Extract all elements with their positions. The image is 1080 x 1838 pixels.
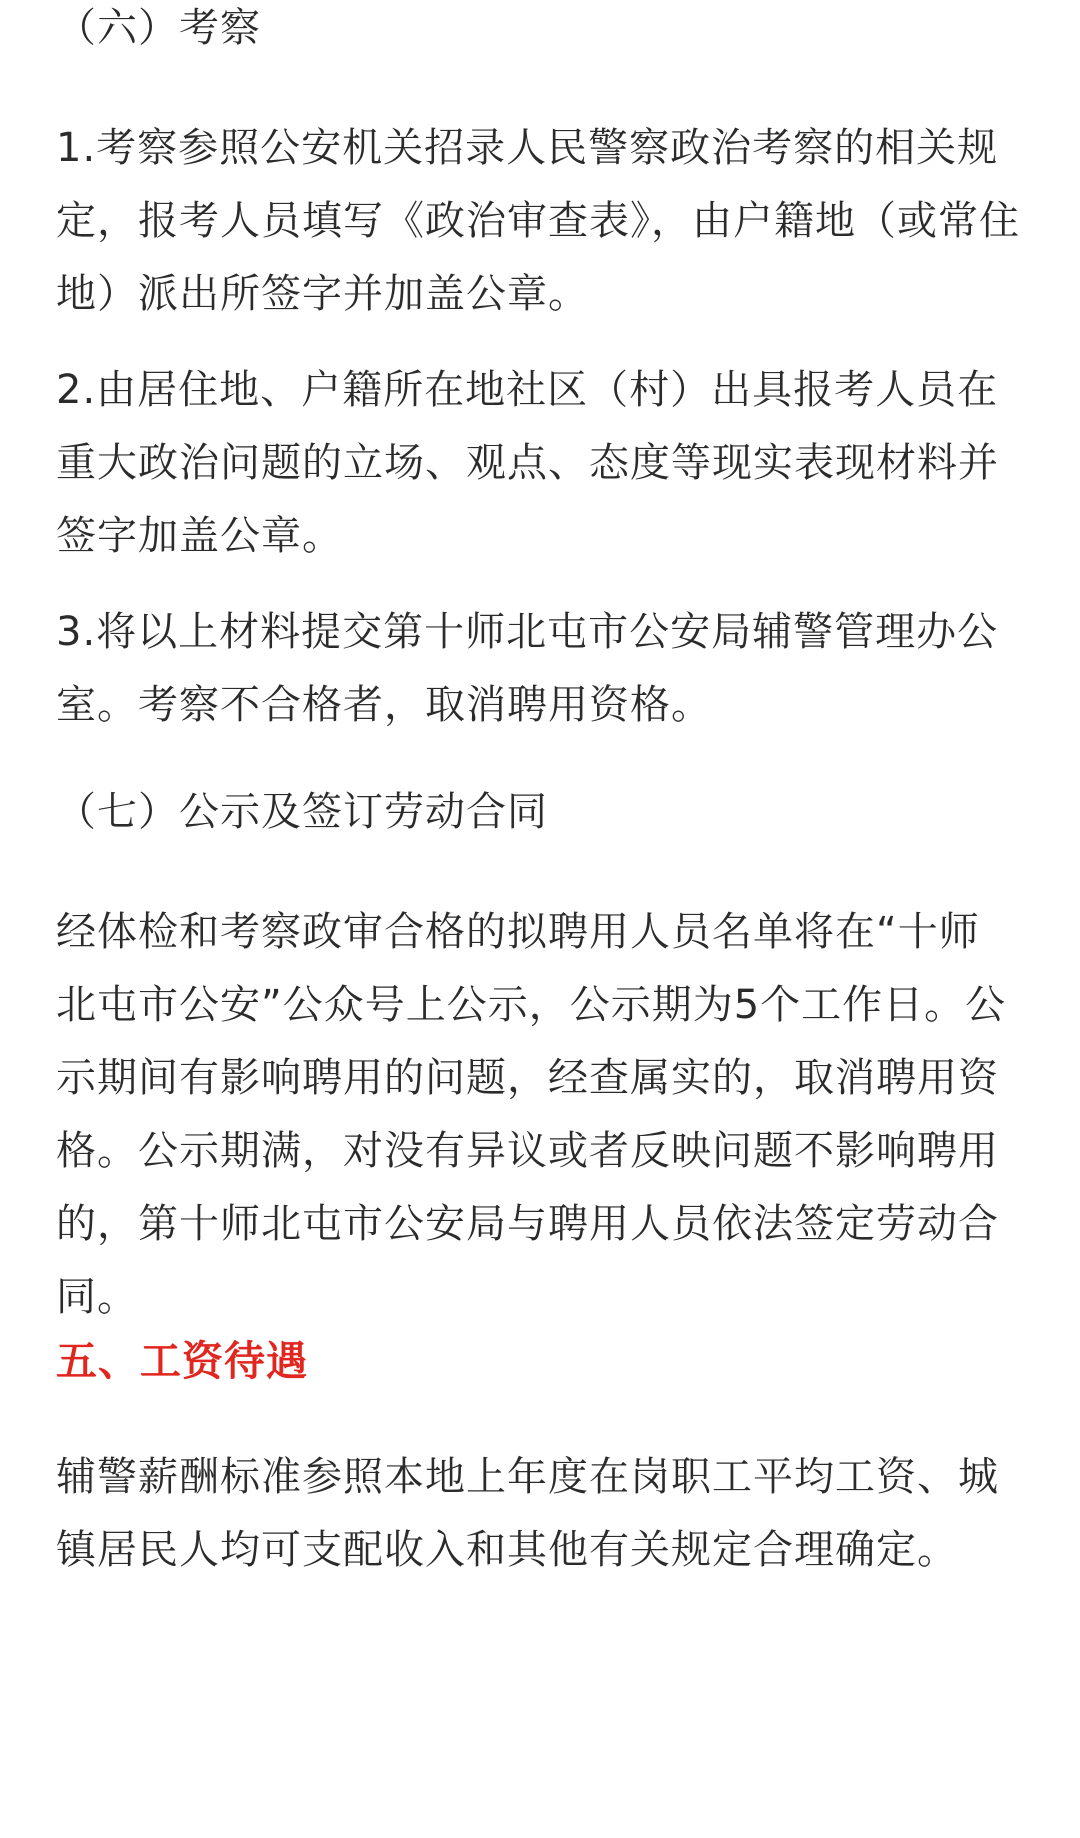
paragraph-line: 格。公示期满，对没有异议或者反映问题不影响聘用 xyxy=(56,1128,999,1174)
paragraph-line: 2.由居住地、户籍所在地社区（村）出具报考人员在 xyxy=(56,367,999,413)
section-heading-text: （七）公示及签订劳动合同 xyxy=(56,789,548,835)
section-heading-text: （六）考察 xyxy=(56,5,261,51)
paragraph-line: 示期间有影响聘用的问题，经查属实的，取消聘用资 xyxy=(56,1055,999,1101)
paragraph-line: 镇居民人均可支配收入和其他有关规定合理确定。 xyxy=(56,1527,958,1573)
paragraph-line: 同。 xyxy=(56,1274,138,1320)
section-6-heading xyxy=(56,0,1024,65)
section-7-heading xyxy=(56,776,1024,849)
part-5-body xyxy=(56,1441,1024,1587)
paragraph-line: 3.将以上材料提交第十师北屯市公安局辅警管理办公 xyxy=(56,609,999,655)
paragraph-line: 室。考察不合格者，取消聘用资格。 xyxy=(56,682,712,728)
paragraph-line: 地）派出所签字并加盖公章。 xyxy=(56,271,589,317)
paragraph-line: 北屯市公安”公众号上公示，公示期为5个工作日。公 xyxy=(56,982,1007,1028)
paragraph-line: 重大政治问题的立场、观点、态度等现实表现材料并 xyxy=(56,440,999,486)
paragraph-line: 1.考察参照公安机关招录人民警察政治考察的相关规 xyxy=(56,125,999,171)
paragraph-line: 经体检和考察政审合格的拟聘用人员名单将在“十师 xyxy=(56,909,980,955)
paragraph-line: 的，第十师北屯市公安局与聘用人员依法签定劳动合 xyxy=(56,1201,999,1247)
section-6-item-1 xyxy=(56,112,1024,331)
section-7-body xyxy=(56,896,1024,1334)
section-6-item-3 xyxy=(56,596,1024,742)
part-5-heading xyxy=(56,1325,1024,1398)
paragraph-line: 签字加盖公章。 xyxy=(56,513,343,559)
section-6-item-2 xyxy=(56,354,1024,573)
paragraph-line: 定，报考人员填写《政治审查表》，由户籍地（或常住 xyxy=(56,198,1020,244)
red-heading-text: 五、工资待遇 xyxy=(56,1337,308,1385)
paragraph-line: 辅警薪酬标准参照本地上年度在岗职工平均工资、城 xyxy=(56,1454,999,1500)
